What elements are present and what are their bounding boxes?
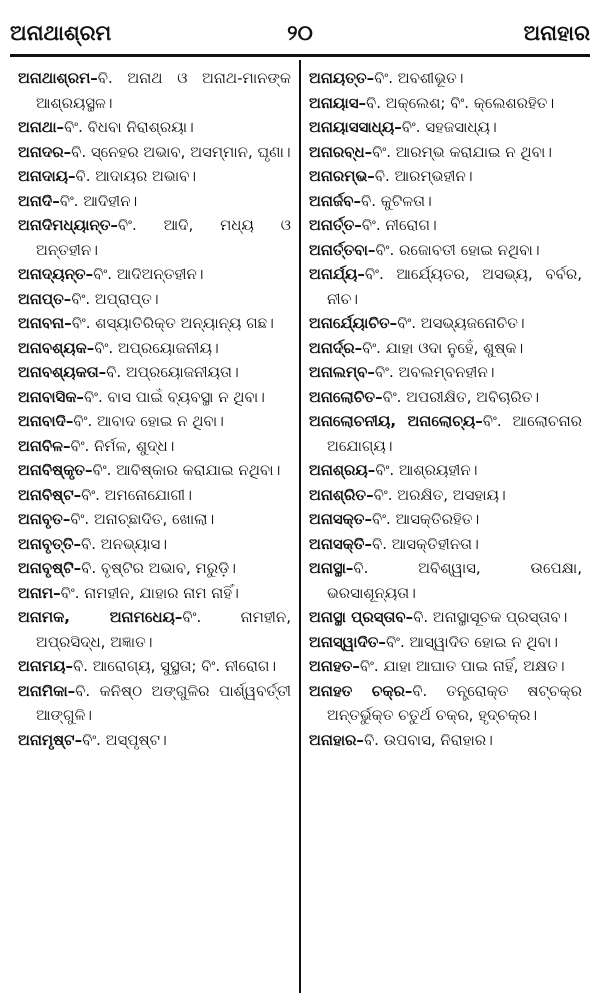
entry-definition: ବିଂ. ଅରକ୍ଷିତ, ଅସହାୟ। bbox=[373, 485, 506, 504]
entry-definition: ବି. ଅପ୍ରୟୋଜନୀୟତା। bbox=[106, 363, 239, 381]
dictionary-entry bbox=[18, 311, 291, 336]
dictionary-entry bbox=[18, 262, 291, 287]
dictionary-entry bbox=[18, 654, 291, 679]
dictionary-entry bbox=[18, 458, 291, 483]
entry-definition: ବିଂ. ଆରମ୍ଭ କରାଯାଇ ନ ଥିବା। bbox=[372, 142, 552, 161]
entry-headword: ଅନାସ୍ଥା– bbox=[309, 559, 354, 577]
entry-definition: ବି. ଆଦାୟର ଅଭାବ। bbox=[75, 167, 197, 185]
entry-definition: ବିଂ. ନାମହୀନ, ଯାହାର ନାମ ନାହିଁ। bbox=[60, 583, 239, 602]
header-rule bbox=[10, 54, 590, 57]
dictionary-entry bbox=[309, 654, 582, 679]
page-header bbox=[10, 18, 590, 48]
entry-headword: ଅନାବିଷ୍କୃତ– bbox=[18, 461, 93, 479]
entry-headword: ଅନାମୟ– bbox=[18, 657, 73, 675]
dictionary-entry bbox=[309, 385, 582, 410]
entry-headword: ଅନାବାଦି– bbox=[18, 412, 74, 430]
entry-definition: ବି. ସ୍ନେହର ଅଭାବ, ଅସମ୍ମାନ, ଘୃଣା। bbox=[71, 142, 291, 161]
entry-headword: ଅନାୟାସ– bbox=[309, 93, 366, 112]
columns bbox=[10, 60, 590, 993]
entry-headword: ଅନାବନା– bbox=[18, 314, 72, 332]
entry-headword: ଅନାଶ୍ରୟ– bbox=[309, 461, 376, 479]
right-column bbox=[301, 60, 590, 993]
dictionary-entry bbox=[18, 140, 291, 165]
entry-definition: ବିଂ. ନାମହୀନ, ଅପ୍ରସିଦ୍ଧ, ଅଜ୍ଞାତ। bbox=[36, 608, 291, 651]
entry-definition: ବିଂ. ଅପରୀକ୍ଷିତ, ଅବିଚାରିତ। bbox=[382, 387, 540, 406]
dictionary-entry bbox=[309, 556, 582, 605]
entry-headword: ଅନାରବ୍ଧ– bbox=[309, 142, 373, 161]
entry-definition: ବିଂ. ଆବାଦ ହୋଇ ନ ଥିବା। bbox=[73, 412, 224, 430]
entry-definition: ବିଂ. ଆର୍ଯ୍ୟେତର, ଅସଭ୍ୟ, ବର୍ବର, ନୀଚ। bbox=[327, 265, 582, 308]
entry-headword: ଅନାବିଷ୍ଟ– bbox=[18, 485, 82, 504]
entry-definition: ବିଂ. ଆସକ୍ତିରହିତ। bbox=[371, 510, 480, 528]
dictionary-entry bbox=[18, 213, 291, 262]
entry-definition: ବି. ଅନଭ୍ୟାସ। bbox=[81, 534, 168, 553]
entry-headword: ଅନାଲୋଚିତ– bbox=[309, 387, 383, 406]
entry-headword: ଅନାସ୍ୱାଦିତ– bbox=[309, 632, 386, 651]
entry-headword: ଅନାବାସିକ– bbox=[18, 387, 84, 406]
dictionary-entry bbox=[309, 189, 582, 214]
entry-definition: ବିଂ. ଯାହା ଆଘାତ ପାଇ ନାହିଁ, ଅକ୍ଷତ। bbox=[359, 657, 565, 675]
dictionary-entry bbox=[309, 336, 582, 361]
dictionary-entry bbox=[309, 507, 582, 532]
dictionary-entry bbox=[309, 409, 582, 458]
entry-headword: ଅନାବୃତ୍ତି– bbox=[18, 534, 82, 553]
entry-definition: ବି. ଅନାଥ ଓ ଅନାଥ-ମାନଙ୍କ ଆଶ୍ରୟସ୍ଥଳ। bbox=[36, 69, 291, 112]
entry-headword: ଅନାଥାଶ୍ରମ– bbox=[18, 69, 98, 87]
entry-headword: ଅନାଲୋଚନୀୟ, ଅନାଲୋଚ୍ୟ– bbox=[309, 412, 483, 430]
entry-definition: ବିଂ. ଆଦିହୀନ। bbox=[59, 191, 138, 210]
entry-definition: ବିଂ. ଅପ୍ରାପ୍ତ। bbox=[71, 289, 159, 308]
dictionary-entry bbox=[309, 532, 582, 557]
dictionary-entry bbox=[18, 189, 291, 214]
dictionary-entry bbox=[18, 605, 291, 654]
dictionary-entry bbox=[309, 213, 582, 238]
dictionary-entry bbox=[18, 409, 291, 434]
entry-headword: ଅନାବଶ୍ୟକତା– bbox=[18, 363, 107, 381]
right-guide-word: ଅନାହାର bbox=[523, 20, 590, 45]
entry-definition: ବିଂ. ଅପ୍ରୟୋଜନୀୟ। bbox=[94, 338, 219, 357]
entry-definition: ବି. ଆରୋଗ୍ୟ, ସୁସ୍ଥତା; ବିଂ. ନୀରୋଗ। bbox=[73, 657, 277, 675]
entry-definition: ବିଂ. ନୀରୋଗ। bbox=[361, 216, 437, 234]
entry-definition: ବିଂ. ବିଧବା ନିରାଶ୍ରୟା। bbox=[64, 118, 194, 136]
dictionary-entry bbox=[18, 483, 291, 508]
dictionary-entry bbox=[309, 262, 582, 311]
dictionary-entry bbox=[18, 287, 291, 312]
dictionary-entry bbox=[18, 385, 291, 410]
entry-headword: ଅନାଦିମଧ୍ୟାନ୍ତ– bbox=[18, 216, 118, 234]
dictionary-entry bbox=[309, 605, 582, 630]
dictionary-entry bbox=[18, 164, 291, 189]
dictionary-entry bbox=[309, 360, 582, 385]
entry-definition: ବିଂ. ଶସ୍ୟାତିରିକ୍ତ ଅନ୍ୟାନ୍ୟ ଗଛ। bbox=[71, 314, 274, 332]
entry-headword: ଅନାସକ୍ତ– bbox=[309, 510, 372, 528]
entry-definition: ବିଂ. ଅବଶୀଭୂତ। bbox=[374, 69, 464, 87]
entry-headword: ଅନାମକ, ଅନାମଧେୟ– bbox=[18, 608, 183, 626]
entry-definition: ବିଂ. ବାସ ପାଇଁ ବ୍ୟବସ୍ଥା ନ ଥିବା। bbox=[83, 387, 265, 406]
dictionary-entry bbox=[309, 238, 582, 263]
entry-definition: ବିଂ. ଅମନୋଯୋଗୀ। bbox=[81, 485, 192, 504]
entry-definition: ବିଂ. ଆଶ୍ରୟହୀନ। bbox=[375, 461, 478, 479]
entry-definition: ବିଂ. ଅସ୍ପୃଷ୍ଟ। bbox=[82, 730, 167, 749]
entry-definition: ବିଂ. ରଜୋବତୀ ହୋଇ ନଥିବା। bbox=[375, 240, 540, 259]
entry-headword: ଅନାହାର– bbox=[309, 730, 364, 749]
entry-definition: ବି. କୁଟିଳତା। bbox=[361, 191, 432, 210]
dictionary-entry bbox=[309, 483, 582, 508]
dictionary-entry bbox=[309, 164, 582, 189]
dictionary-entry bbox=[18, 679, 291, 728]
entry-headword: ଅନାଥା– bbox=[18, 118, 65, 136]
entry-definition: ବିଂ. ଯାହା ଓଦା ନୁହେଁ, ଶୁଷ୍କ। bbox=[362, 338, 524, 357]
entry-headword: ଅନାମୃଷ୍ଟ– bbox=[18, 730, 83, 749]
entry-headword: ଅନାହତ ଚକ୍ର– bbox=[309, 681, 413, 700]
dictionary-entry bbox=[309, 311, 582, 336]
entry-definition: ବି. କନିଷ୍ଠ ଅଙ୍ଗୁଳିର ପାର୍ଶ୍ୱବର୍ତ୍ତୀ ଆଙ୍ଗୁଳି। bbox=[36, 681, 291, 724]
entry-headword: ଅନାୟତ୍ତ– bbox=[309, 69, 375, 87]
entry-headword: ଅନାମ– bbox=[18, 583, 61, 602]
dictionary-entry bbox=[309, 66, 582, 91]
entry-definition: ବିଂ. ଅସଭ୍ୟଜନୋଚିତ। bbox=[397, 314, 525, 332]
entry-headword: ଅନାଶ୍ରିତ– bbox=[309, 485, 374, 504]
dictionary-entry bbox=[309, 91, 582, 116]
dictionary-entry bbox=[309, 458, 582, 483]
entry-definition: ବି. ଆସକ୍ତିହୀନତା। bbox=[371, 534, 479, 553]
entry-definition: ବିଂ. ଆଦି, ମଧ୍ୟ ଓ ଅନ୍ତହୀନ। bbox=[36, 216, 291, 259]
entry-headword: ଅନାବଶ୍ୟକ– bbox=[18, 338, 95, 357]
dictionary-entry bbox=[18, 556, 291, 581]
entry-definition: ବି. ତନ୍ତ୍ରୋକ୍ତ ଷଟ୍‌ଚକ୍ର ଅନ୍ତର୍ଭୁକ୍ତ ଚତୁର୍ଥ ଚକ୍ର, ହୃଦ୍‌ଚକ୍ର। bbox=[327, 681, 582, 724]
entry-headword: ଅନାର୍ତ୍ତ– bbox=[309, 216, 362, 234]
entry-headword: ଅନାସ୍ଥା ପ୍ରସ୍ତାବ– bbox=[309, 608, 414, 626]
entry-headword: ଅନାର୍ଯ୍ୟ– bbox=[309, 265, 365, 283]
dictionary-entry bbox=[18, 115, 291, 140]
dictionary-entry bbox=[18, 532, 291, 557]
dictionary-entry bbox=[18, 507, 291, 532]
entry-headword: ଅନାର୍ଯ୍ୟୋଚିତ– bbox=[309, 314, 398, 332]
entry-headword: ଅନାପ୍ତ– bbox=[18, 289, 72, 308]
page-number: ୨୦ bbox=[287, 20, 313, 45]
entry-definition: ବି. ଆରମ୍ଭହୀନ। bbox=[374, 167, 473, 185]
dictionary-entry bbox=[309, 679, 582, 728]
dictionary-entry bbox=[309, 140, 582, 165]
dictionary-entry bbox=[18, 581, 291, 606]
entry-headword: ଅନାହତ– bbox=[309, 657, 360, 675]
entry-definition: ବିଂ. ନିର୍ମଳ, ଶୁଦ୍ଧ। bbox=[70, 436, 175, 455]
left-guide-word: ଅନାଥାଶ୍ରମ bbox=[10, 20, 112, 45]
entry-headword: ଅନାବିଳ– bbox=[18, 436, 71, 455]
entry-definition: ବିଂ. ଅବଲମ୍ବନହୀନ। bbox=[374, 363, 495, 381]
entry-definition: ବିଂ. ସହଜସାଧ୍ୟ। bbox=[401, 118, 497, 136]
dictionary-entry bbox=[309, 728, 582, 753]
dictionary-entry bbox=[18, 728, 291, 753]
entry-headword: ଅନାରମ୍ଭ– bbox=[309, 167, 375, 185]
entry-headword: ଅନାବୃତ– bbox=[18, 510, 71, 528]
entry-definition: ବିଂ. ଆଲୋଚନାର ଅଯୋଗ୍ୟ। bbox=[327, 412, 582, 455]
entry-headword: ଅନାର୍ଜବ– bbox=[309, 191, 361, 210]
left-column bbox=[10, 60, 299, 993]
entry-definition: ବିଂ. ଆଦିଅନ୍ତହୀନ। bbox=[93, 265, 204, 283]
entry-definition: ବି. ଅନାସ୍ଥାସୂଚକ ପ୍ରସ୍ତାବ। bbox=[413, 608, 568, 626]
dictionary-entry bbox=[18, 434, 291, 459]
entry-headword: ଅନାର୍ତ୍ତବା– bbox=[309, 240, 376, 259]
entry-headword: ଅନାୟାସସାଧ୍ୟ– bbox=[309, 118, 402, 136]
entry-headword: ଅନାବୃଷ୍ଟି– bbox=[18, 559, 82, 577]
entry-headword: ଅନାଦି– bbox=[18, 191, 60, 210]
entry-headword: ଅନାଦର– bbox=[18, 142, 72, 161]
dictionary-entry bbox=[18, 336, 291, 361]
entry-headword: ଅନାସକ୍ତି– bbox=[309, 534, 372, 553]
entry-definition: ବିଂ. ଆବିଷ୍କାର କରାଯାଇ ନଥିବା। bbox=[92, 461, 281, 479]
dictionary-entry bbox=[18, 360, 291, 385]
entry-headword: ଅନାଦ୍ୟନ୍ତ– bbox=[18, 265, 94, 283]
entry-definition: ବିଂ. ଆସ୍ୱାଦିତ ହୋଇ ନ ଥିବା। bbox=[385, 632, 559, 651]
entry-headword: ଅନାମିକା– bbox=[18, 681, 76, 700]
dictionary-entry bbox=[309, 115, 582, 140]
entry-definition: ବି. ଅବିଶ୍ୱାସ, ଉପେକ୍ଷା, ଭରସାଶୂନ୍ୟତା। bbox=[327, 559, 582, 602]
entry-definition: ବି. ଅକ୍ଲେଶ; ବିଂ. କ୍ଲେଶରହିତ। bbox=[365, 93, 555, 112]
dictionary-entry bbox=[309, 630, 582, 655]
entry-definition: ବିଂ. ଅନାଚ୍ଛାଦିତ, ଖୋଲା। bbox=[70, 510, 215, 528]
entry-headword: ଅନାଦାୟ– bbox=[18, 167, 76, 185]
entry-headword: ଅନାଲମ୍ବ– bbox=[309, 363, 375, 381]
entry-definition: ବି. ଉପବାସ, ନିରାହାର। bbox=[363, 730, 493, 749]
entry-definition: ବି. ବୃଷ୍ଟିର ଅଭାବ, ମରୁଡ଼ି। bbox=[81, 559, 236, 577]
dictionary-entry bbox=[18, 66, 291, 115]
entry-headword: ଅନାର୍ଦ୍ର– bbox=[309, 338, 363, 357]
